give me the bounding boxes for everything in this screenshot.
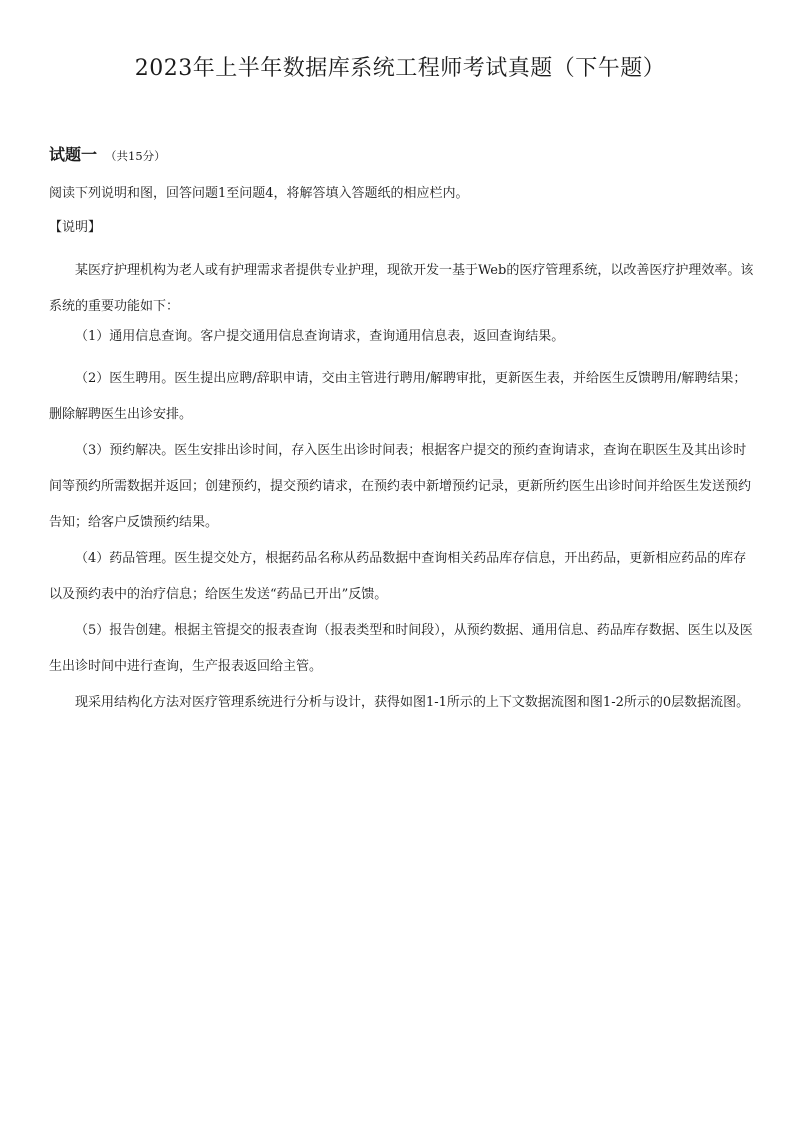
page-title: 2023年上半年数据库系统工程师考试真题（下午题） (134, 56, 666, 81)
function-item-5: （5）报告创建。根据主管提交的报表查询（报表类型和时间段），从预约数据、通用信息、药品库存数据、医生以及医生出诊时间中进行查询，生产报表返回给主管。 (49, 623, 753, 674)
section-label: 【说明】 (49, 220, 102, 235)
function-item-1: （1）通用信息查询。客户提交通用信息查询请求，查询通用信息表，返回查询结果。 (75, 329, 565, 344)
closing-paragraph: 现采用结构化方法对医疗管理系统进行分析与设计，获得如图1-1所示的上下文数据流图和图1-2所示的0层数据流图。 (75, 695, 750, 710)
question-header (49, 143, 166, 167)
question-label: 试题一 (49, 145, 98, 164)
function-item-2: （2）医生聘用。医生提出应聘/辞职申请，交由主管进行聘用/解聘审批，更新医生表，并给医生反馈聘用/解聘结果；删除解聘医生出诊安排。 (49, 371, 747, 422)
instruction-text: 阅读下列说明和图，回答问题1至问题4，将解答填入答题纸的相应栏内。 (49, 186, 469, 201)
intro-paragraph: 某医疗护理机构为老人或有护理需求者提供专业护理，现欲开发一基于Web的医疗管理系统，以改善医疗护理效率。该系统的重要功能如下： (49, 263, 754, 314)
function-item-4: （4）药品管理。医生提交处方，根据药品名称从药品数据中查询相关药品库存信息，开出药品，更新相应药品的库存以及预约表中的治疗信息；给医生发送“药品已开出”反馈。 (49, 551, 747, 602)
question-score: （共15分） (105, 149, 166, 163)
function-item-3: （3）预约解决。医生安排出诊时间，存入医生出诊时间表；根据客户提交的预约查询请求，查询在职医生及其出诊时间等预约所需数据并返回；创建预约，提交预约请求，在预约表中新增预约记录，更新所约医生出诊时间并给医生发送预约告知；给客户反馈预约结果。 (49, 443, 752, 530)
